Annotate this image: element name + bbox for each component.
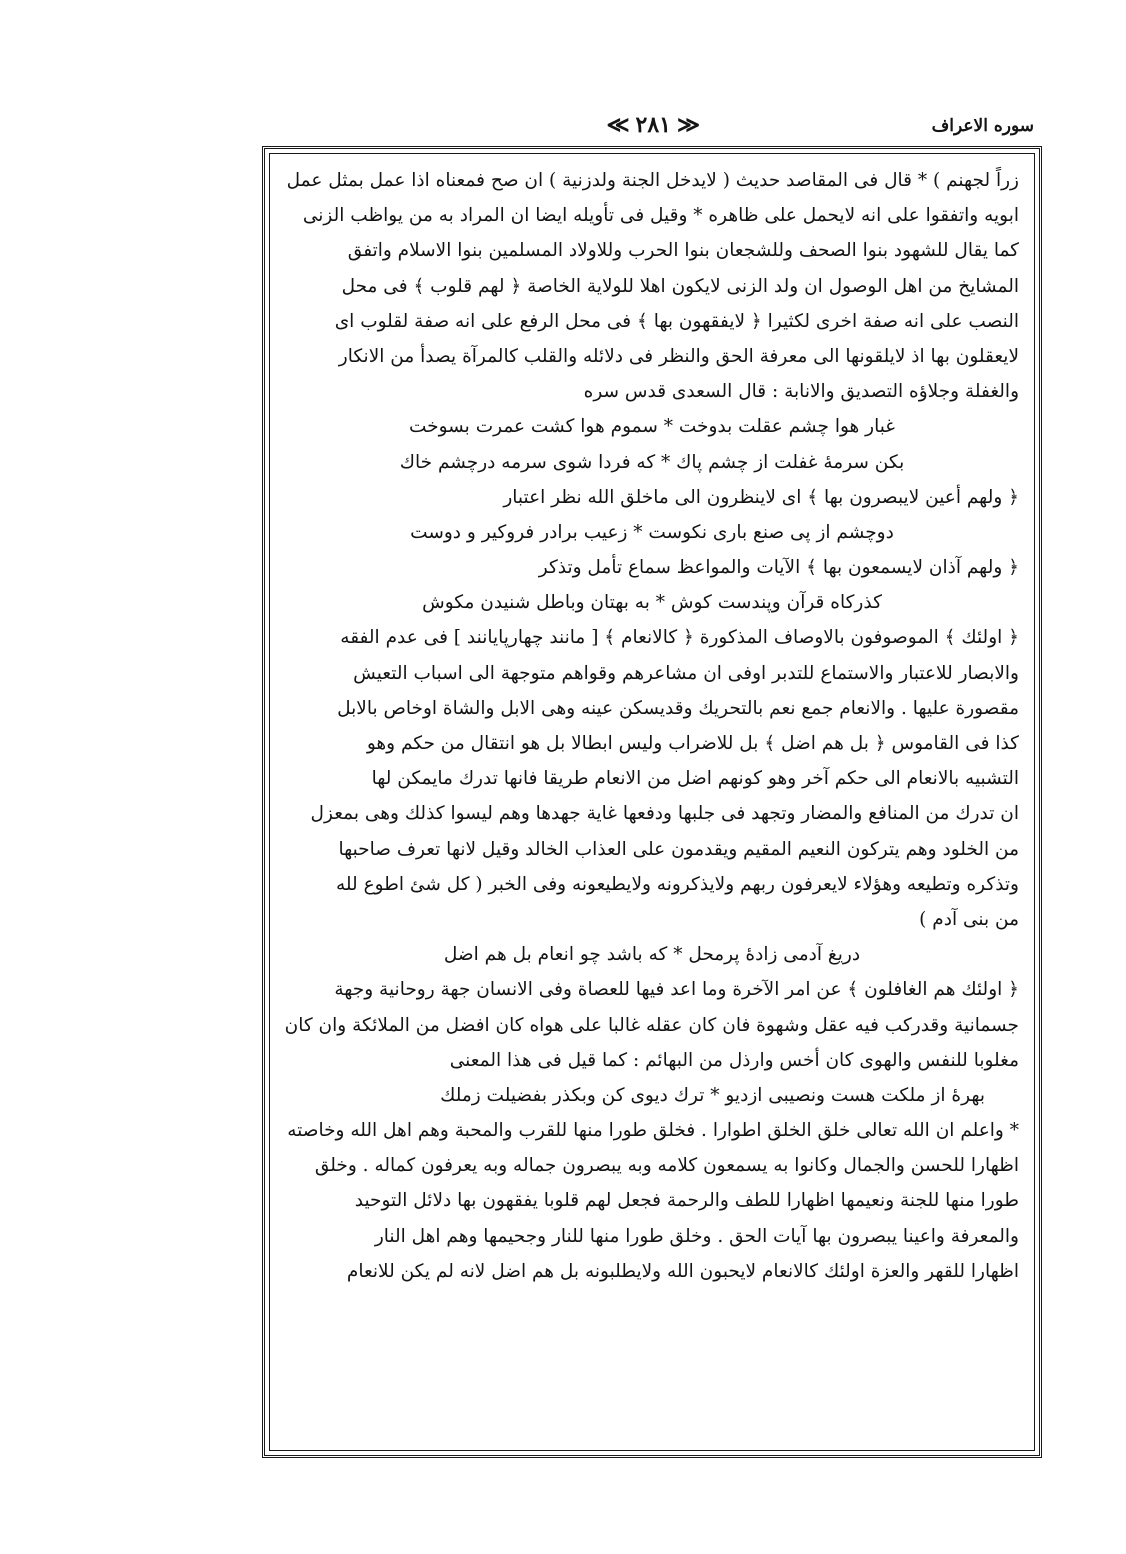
- text-line: والمعرفة واعينا يبصرون بها آيات الحق . وخلق طورا منها للنار وجحيمها وهم اهل النار: [374, 1225, 1019, 1247]
- text-line: ﴿ ولهم أعين لايبصرون بها ﴾ اى لاينظرون الى ماخلق الله نظر اعتبار: [503, 486, 1019, 508]
- body-text: [285, 163, 1019, 1289]
- text-line: اظهارا للحسن والجمال وكانوا به يسمعون كلامه وبه يبصرون جماله وبه يعرفون كماله . وخلق: [314, 1155, 1019, 1177]
- text-line: ﴿ ولهم آذان لايسمعون بها ﴾ الآيات والمواعظ سماع تأمل وتذكر: [538, 557, 1019, 579]
- text-line: ﴿ اولئك ﴾ الموصوفون بالاوصاف المذكورة ﴿ كالانعام ﴾ [ مانند چهارپايانند ] فى عدم الفقه: [340, 627, 1019, 649]
- text-line: ﴿ اولئك هم الغافلون ﴾ عن امر الآخرة وما اعد فيها للعصاة وفى الانسان جهة روحانية وجهة: [334, 979, 1019, 1001]
- text-line: التشبيه بالانعام الى حكم آخر وهو كونهم اضل من الانعام طريقا فانها تدرك مايمكن لها: [371, 768, 1019, 790]
- text-line: لايعقلون بها اذ لايلقونها الى معرفة الحق والنظر فى دلائله والقلب كالمرآة يصدأ من الانكار: [338, 345, 1019, 367]
- verse-line: بكن سرمۀ غفلت از چشم پاك * كه فردا شوى سرمه درچشم خاك: [399, 451, 905, 473]
- text-line: من الخلود وهم يتركون النعيم المقيم ويقدمون على العذاب الخالد وقيل لانها تعرف صاحبها: [338, 838, 1019, 860]
- text-line: وتذكره وتطيعه وهؤلاء لايعرفون ربهم ولايذكرونه ولايطيعونه وفى الخبر ( كل شئ اطوع لله: [336, 873, 1019, 895]
- text-line: اظهارا للقهر والعزة اولئك كالانعام لايحبون الله ولايطلبونه بل هم اضل لانه لم يكن للانعام: [346, 1260, 1019, 1282]
- verse-line: دريغ آدمى زادۀ پرمحل * كه باشد چو انعام بل هم اضل: [443, 944, 861, 966]
- text-line: طورا منها للجنة ونعيمها اظهارا للطف والرحمة فجعل لهم قلوبا يفقهون بها دلائل التوحيد: [354, 1190, 1019, 1212]
- text-line: المشايخ من اهل الوصول ان ولد الزنى لايكون اهلا للولاية الخاصة ﴿ لهم قلوب ﴾ فى محل: [341, 275, 1019, 297]
- text-line: من بنى آدم ): [919, 908, 1019, 930]
- text-line: مقصورة عليها . والانعام جمع نعم بالتحريك وقديسكن عينه وهى الابل والشاة اوخاص بالابل: [337, 697, 1019, 719]
- text-line: مغلوبا للنفس والهوى كان أخس وارذل من البهائم : كما قيل فى هذا المعنى: [449, 1049, 1019, 1071]
- text-line: ابويه واتفقوا على انه لايحمل على ظاهره * وقيل فى تأويله ايضا ان المراد به من يواظب الزنى: [302, 205, 1019, 227]
- text-frame: [262, 146, 1042, 1458]
- verse-line: دوچشم از پى صنع بارى نكوست * زعيب برادر فروكير و دوست: [410, 521, 894, 543]
- text-line: كما يقال للشهود بنوا الصحف وللشجعان بنوا الحرب وللاولاد المسلمين بنوا الاسلام واتفق: [347, 240, 1019, 262]
- text-line: كذا فى القاموس ﴿ بل هم اضل ﴾ بل للاضراب وليس ابطالا بل هو انتقال من حكم وهو: [366, 733, 1019, 754]
- text-line: * واعلم ان الله تعالى خلق الخلق اطوارا . فخلق طورا منها للقرب والمحبة وهم اهل الله وخاصته: [287, 1120, 1019, 1142]
- text-line: جسمانية وقدركب فيه عقل وشهوة فان كان عقله غالبا على هواه كان افضل من الملائكة وان كان: [285, 1014, 1019, 1036]
- page-header: [268, 112, 1040, 148]
- page-number: ≪ ٢٨١ ≫: [606, 112, 700, 138]
- verse-line: بهرۀ از ملكت هست ونصيبى ازديو * ترك ديوى كن وبكذر بفضيلت زملك: [440, 1084, 985, 1106]
- text-line: ان تدرك من المنافع والمضار وتجهد فى جلبها ودفعها غاية جهدها وهم ليسوا كذلك وهى بمعزل: [310, 803, 1019, 825]
- text-line: زراً لجهنم ) * قال فى المقاصد حديث ( لايدخل الجنة ولدزنية ) ان صح فمعناه اذا عمل بمثل عمل: [286, 170, 1019, 191]
- verse-line: كذركاه قرآن وپندست كوش * به بهتان وباطل شنيدن مكوش: [422, 592, 882, 614]
- surah-title: سوره الاعراف: [931, 116, 1034, 136]
- verse-line: غبار هوا چشم عقلت بدوخت * سموم هوا كشت عمرت بسوخت: [409, 416, 895, 438]
- text-line: والابصار للاعتبار والاستماع للتدبر اوفى ان مشاعرهم وقواهم متوجهة الى اسباب التعيش: [353, 662, 1019, 684]
- text-line: النصب على انه صفة اخرى لكثيرا ﴿ لايفقهون بها ﴾ فى محل الرفع على انه صفة لقلوب اى: [334, 310, 1019, 332]
- text-line: والغفلة وجلاؤه التصديق والانابة : قال السعدى قدس سره: [583, 381, 1019, 403]
